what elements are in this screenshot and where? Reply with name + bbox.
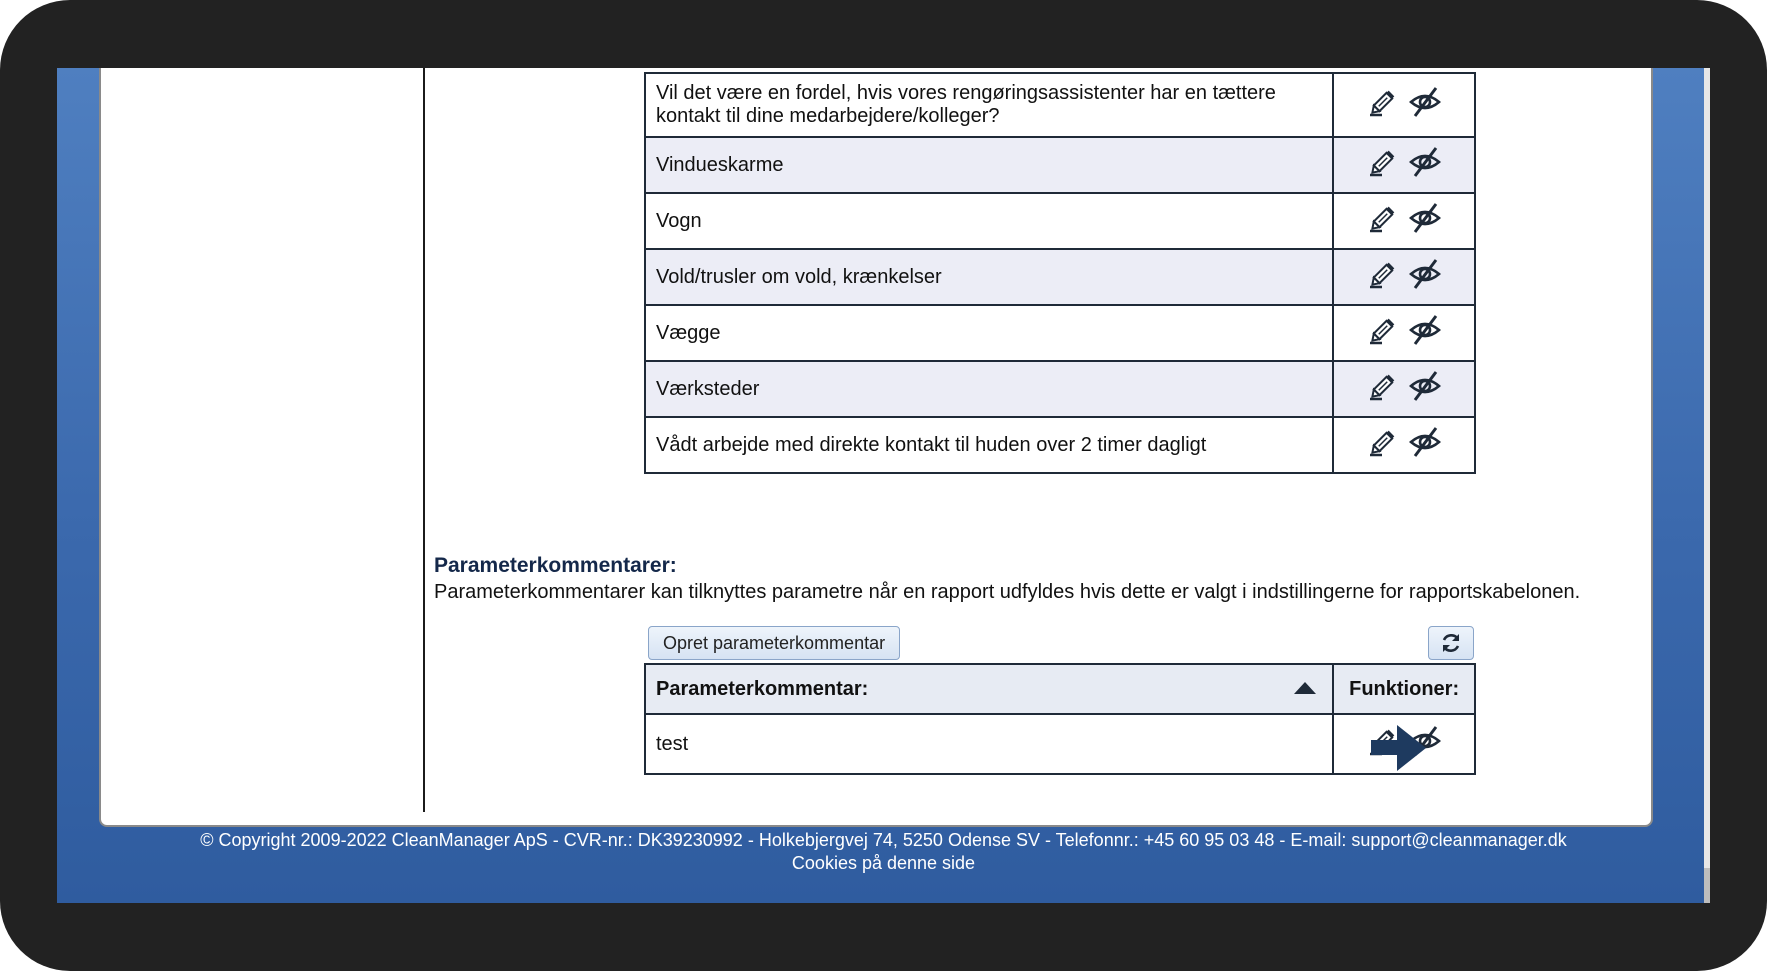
item-text-cell: Vægge bbox=[645, 305, 1333, 361]
functions-cell bbox=[1333, 361, 1475, 417]
table-row bbox=[645, 73, 1475, 137]
parameter-heading: Parameterkommentarer: bbox=[434, 554, 677, 577]
footer-cookies-link[interactable]: Cookies på denne side bbox=[791, 853, 976, 873]
pencil-edit-icon[interactable] bbox=[1366, 201, 1400, 235]
item-text-cell: Vil det være en fordel, hvis vores rengøringsassistenter har en tættere kontakt til dine medarbejdere/kolleger? bbox=[645, 73, 1333, 137]
functions-cell bbox=[1333, 417, 1475, 473]
hide-eye-icon[interactable] bbox=[1408, 85, 1442, 119]
footer bbox=[57, 829, 1710, 875]
item-text-cell: Vindueskarme bbox=[645, 137, 1333, 193]
table-row bbox=[645, 361, 1475, 417]
functions-cell bbox=[1333, 305, 1475, 361]
scrollbar[interactable] bbox=[1704, 68, 1710, 903]
table-row bbox=[645, 193, 1475, 249]
hide-eye-icon[interactable] bbox=[1408, 369, 1442, 403]
pencil-edit-icon[interactable] bbox=[1366, 257, 1400, 291]
table-row bbox=[645, 714, 1475, 774]
table-header-row bbox=[645, 664, 1475, 714]
pencil-edit-icon[interactable] bbox=[1366, 313, 1400, 347]
pencil-edit-icon[interactable] bbox=[1366, 145, 1400, 179]
pencil-edit-icon[interactable] bbox=[1366, 369, 1400, 403]
column-header-functions: Funktioner: bbox=[1333, 664, 1475, 714]
hide-eye-icon[interactable] bbox=[1408, 425, 1442, 459]
column-divider bbox=[423, 68, 425, 812]
item-text-cell: Vådt arbejde med direkte kontakt til huden over 2 timer dagligt bbox=[645, 417, 1333, 473]
functions-cell bbox=[1333, 73, 1475, 137]
item-text-cell: Vogn bbox=[645, 193, 1333, 249]
table-row bbox=[645, 305, 1475, 361]
item-text-cell: Vold/trusler om vold, krænkelser bbox=[645, 249, 1333, 305]
items-table bbox=[644, 72, 1476, 474]
create-parameter-comment-button[interactable]: Opret parameterkommentar bbox=[648, 626, 900, 660]
item-text-cell: Værksteder bbox=[645, 361, 1333, 417]
column-header-label: Parameterkommentar: bbox=[656, 677, 869, 700]
hide-eye-icon[interactable] bbox=[1408, 145, 1442, 179]
functions-cell bbox=[1333, 193, 1475, 249]
refresh-icon bbox=[1439, 631, 1463, 655]
content-panel bbox=[99, 68, 1653, 827]
pencil-edit-icon[interactable] bbox=[1366, 85, 1400, 119]
functions-cell bbox=[1333, 249, 1475, 305]
hide-eye-icon[interactable] bbox=[1408, 201, 1442, 235]
parameter-comments-table bbox=[644, 663, 1476, 775]
browser-viewport bbox=[57, 68, 1710, 903]
sort-ascending-icon[interactable] bbox=[1294, 682, 1316, 694]
table-row bbox=[645, 137, 1475, 193]
column-header-parameter-comment[interactable] bbox=[645, 664, 1333, 714]
table-row bbox=[645, 417, 1475, 473]
refresh-button[interactable] bbox=[1428, 626, 1474, 660]
hide-eye-icon[interactable] bbox=[1408, 257, 1442, 291]
functions-cell bbox=[1333, 137, 1475, 193]
hide-eye-icon[interactable] bbox=[1408, 313, 1442, 347]
table-row bbox=[645, 249, 1475, 305]
parameter-description: Parameterkommentarer kan tilknyttes parametre når en rapport udfyldes hvis dette er valgt i indstillingerne for rapportskabelonen. bbox=[434, 581, 1581, 603]
pencil-edit-icon[interactable] bbox=[1366, 425, 1400, 459]
footer-copyright: © Copyright 2009-2022 CleanManager ApS - CVR-nr.: DK39230992 - Holkebjergvej 74, 5250 Odense SV - Telefonnr.: +45 60 95 03 48 - E-mail: support@cleanmanager.dk bbox=[200, 830, 1567, 850]
parameter-comment-cell: test bbox=[645, 714, 1333, 774]
pointer-arrow-icon bbox=[1371, 723, 1427, 773]
